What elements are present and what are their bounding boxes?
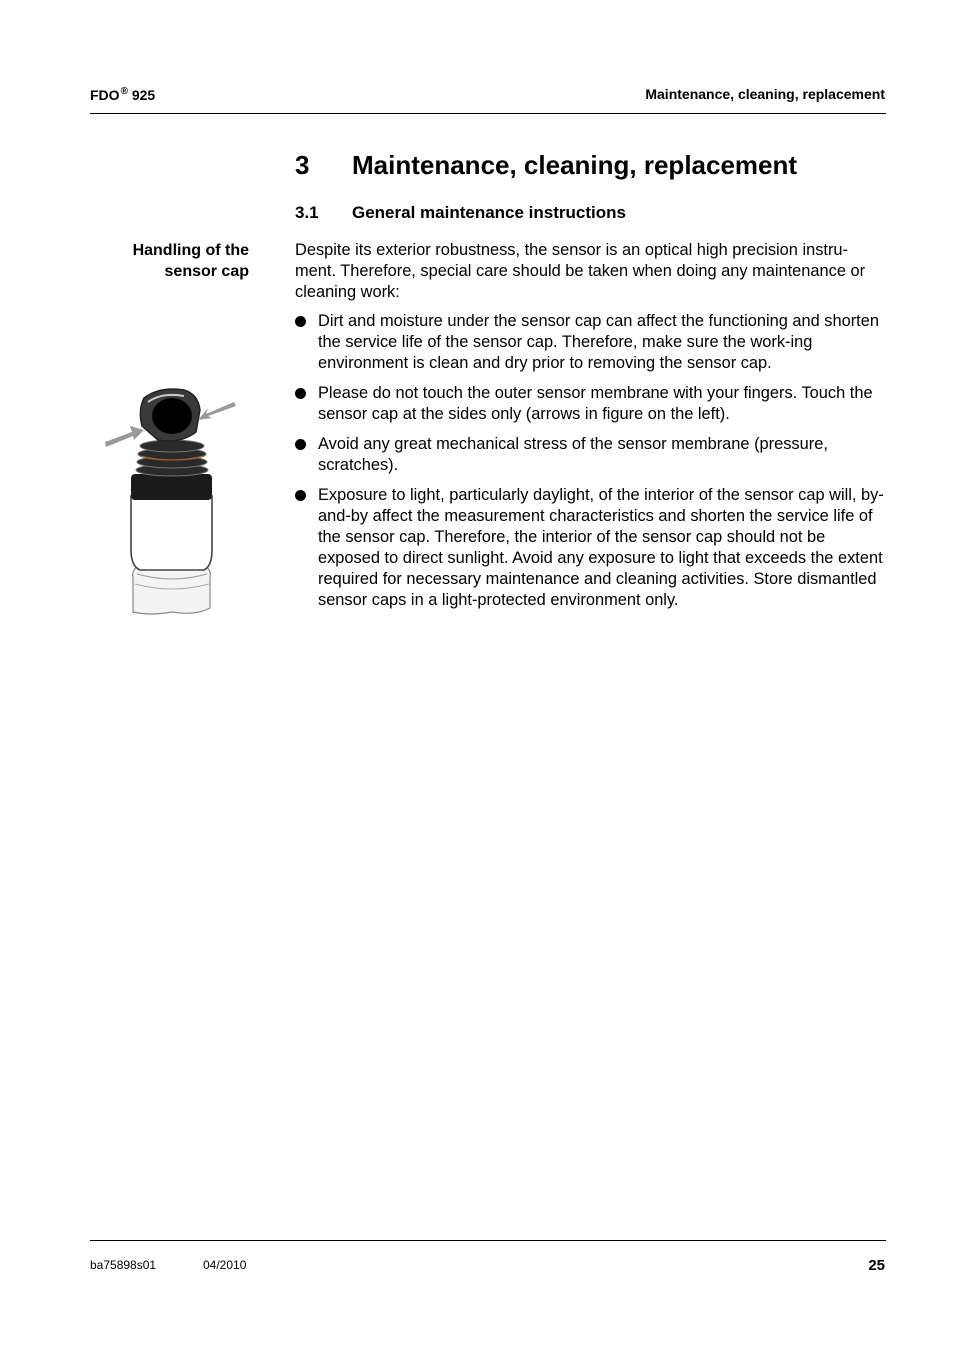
body-text <box>295 240 887 620</box>
list-item-text: Exposure to light, particularly daylight, of the interior of the sensor cap will, by-and-by affect the measurement characteristics and shorten the service life of the sensor cap. Therefore, the interior of the sensor cap should not be exposed to direct sunlight. Avoid any exposure to light that exceeds the extent required for necessary maintenance and cleaning activities. Store dismantled sensor caps in a light-protected environment only. <box>318 486 884 609</box>
list-item <box>295 485 887 611</box>
margin-heading-line2: sensor cap <box>164 263 249 280</box>
list-item-text: Please do not touch the outer sensor membrane with your fingers. Touch the sensor cap at the sides only (arrows in figure on the left). <box>318 384 873 423</box>
footer-doc-id: ba75898s01 <box>90 1258 157 1272</box>
bullet-icon <box>295 316 306 327</box>
sensor-body-upper <box>131 496 212 570</box>
section-number: 3.1 <box>295 203 319 222</box>
intro-paragraph: Despite its exterior robustness, the sensor is an optical high precision instru-ment. Therefore, special care should be taken when doing any maintenance or cleaning work: <box>295 241 866 301</box>
chapter-number: 3 <box>295 150 310 180</box>
sensor-body-lower <box>133 565 211 614</box>
instruction-list <box>295 311 887 611</box>
list-item <box>295 434 887 476</box>
sensor-thread <box>131 474 212 500</box>
chapter-title: Maintenance, cleaning, replacement <box>352 150 798 180</box>
list-item-text: Avoid any great mechanical stress of the sensor membrane (pressure, scratches). <box>318 435 828 474</box>
sensor-cap-illustration <box>100 380 250 630</box>
list-item <box>295 383 887 425</box>
bullet-icon <box>295 490 306 501</box>
header-divider <box>90 113 886 114</box>
bullet-icon <box>295 439 306 450</box>
header-product <box>90 86 155 103</box>
margin-heading-line1: Handling of the <box>132 242 249 259</box>
bullet-icon <box>295 388 306 399</box>
margin-heading <box>100 240 249 282</box>
page-number: 25 <box>868 1257 885 1274</box>
sensor-membrane <box>152 398 192 434</box>
section-title: General maintenance instructions <box>352 203 626 222</box>
header-product-model: 925 <box>131 87 156 103</box>
list-item <box>295 311 887 374</box>
registered-mark: ® <box>120 86 128 97</box>
footer-date: 04/2010 <box>203 1258 247 1272</box>
list-item-text: Dirt and moisture under the sensor cap can affect the functioning and shorten the service life of the sensor cap. Therefore, make sure the work-ing environment is clean and dry prior to removing the sensor cap. <box>318 312 879 372</box>
footer-divider <box>90 1240 886 1241</box>
header-product-name: FDO <box>90 87 120 103</box>
header-section-title: Maintenance, cleaning, replacement <box>645 86 885 102</box>
